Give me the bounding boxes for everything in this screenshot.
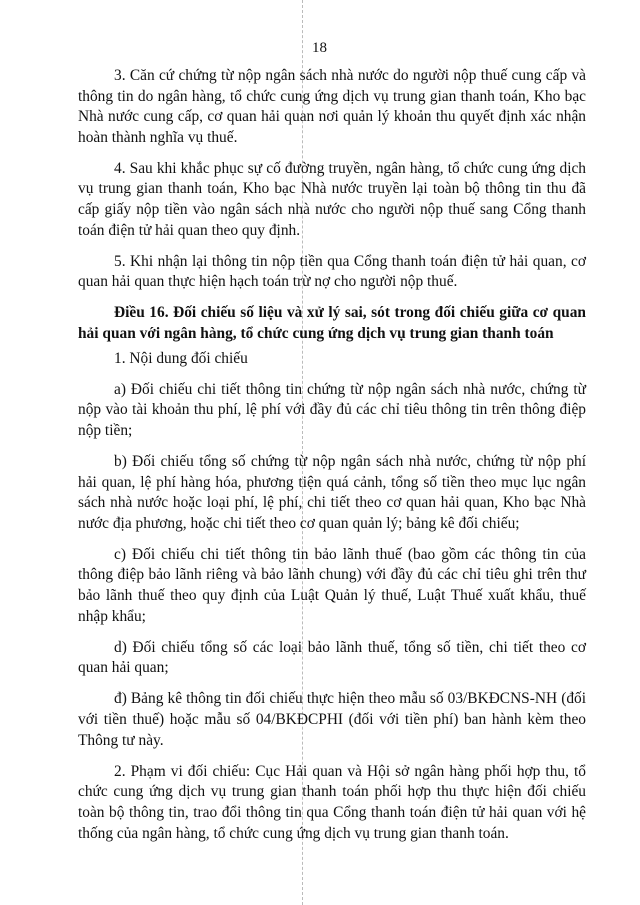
paragraph-item-b: b) Đối chiếu tổng số chứng từ nộp ngân sách nhà nước, chứng từ nộp phí hải quan, lệ phí hàng hóa, phương tiện quá cảnh, tổng số tiền theo mục lục ngân sách nhà nước hoặc loại phí, lệ phí, chi tiết theo cơ quan hải quan, Kho bạc Nhà nước địa phương, hoặc chi tiết theo cơ quan quản lý; bảng kê đối chiếu;: [78, 453, 586, 532]
paragraph-clause-5: 5. Khi nhận lại thông tin nộp tiền qua Cổng thanh toán điện tử hải quan, cơ quan hải quan thực hiện hạch toán trừ nợ cho người nộp thuế.: [78, 252, 586, 291]
paragraph-item-a: a) Đối chiếu chi tiết thông tin chứng từ nộp ngân sách nhà nước, chứng từ nộp vào tài khoản thu phí, lệ phí với đầy đủ các chỉ tiêu thông tin trên thông điệp nộp tiền;: [78, 380, 586, 439]
paragraph-item-dd: đ) Bảng kê thông tin đối chiếu thực hiện theo mẫu số 03/BKĐCNS-NH (đối với tiền thuế) hoặc mẫu số 04/BKĐCPHI (đối với tiền phí) ban hành kèm theo Thông tư này.: [78, 690, 586, 749]
paragraph-clause-4: 4. Sau khi khắc phục sự cố đường truyền, ngân hàng, tổ chức cung ứng dịch vụ trung gian thanh toán, Kho bạc Nhà nước truyền lại toàn bộ thông tin thu đã cấp giấy nộp tiền vào ngân sách nhà nước cho người nộp thuế sang Cổng thanh toán điện tử hải quan theo quy định.: [78, 159, 586, 239]
article-16-heading: Điều 16. Đối chiếu số liệu và xử lý sai, sót trong đối chiếu giữa cơ quan hải quan với ngân hàng, tổ chức cung ứng dịch vụ trung gian thanh toán: [78, 304, 586, 343]
paragraph-item-d: d) Đối chiếu tổng số các loại bảo lãnh thuế, tổng số tiền, chi tiết theo cơ quan hải quan;: [78, 638, 586, 677]
paragraph-section-1: 1. Nội dung đối chiếu: [114, 349, 248, 367]
paragraph-section-2: 2. Phạm vi đối chiếu: Cục Hải quan và Hội sở ngân hàng phối hợp thu, tổ chức cung ứng dịch vụ trung gian thanh toán phối hợp thu thực hiện đối chiếu toàn bộ thông tin, trao đổi thông tin qua Cổng thanh toán điện tử hải quan với hệ thống của ngân hàng, tổ chức cung ứng dịch vụ trung gian thanh toán.: [78, 762, 586, 842]
paragraph-item-c: c) Đối chiếu chi tiết thông tin bảo lãnh thuế (bao gồm các thông tin của thông điệp bảo lãnh riêng và bảo lãnh chung) với đầy đủ các chỉ tiêu ghi trên thư bảo lãnh thuế theo quy định của Luật Quản lý thuế, Luật Thuế xuất khẩu, thuế nhập khẩu;: [78, 545, 586, 625]
paragraph-clause-3: 3. Căn cứ chứng từ nộp ngân sách nhà nước do người nộp thuế cung cấp và thông tin do ngân hàng, tổ chức cung ứng dịch vụ trung gian thanh toán, Kho bạc Nhà nước cung cấp, cơ quan hải quan nơi quản lý khoản thu quyết định xác nhận hoàn thành nghĩa vụ thuế.: [78, 67, 586, 146]
document-body: [78, 66, 586, 855]
page-number: 18: [312, 40, 327, 56]
